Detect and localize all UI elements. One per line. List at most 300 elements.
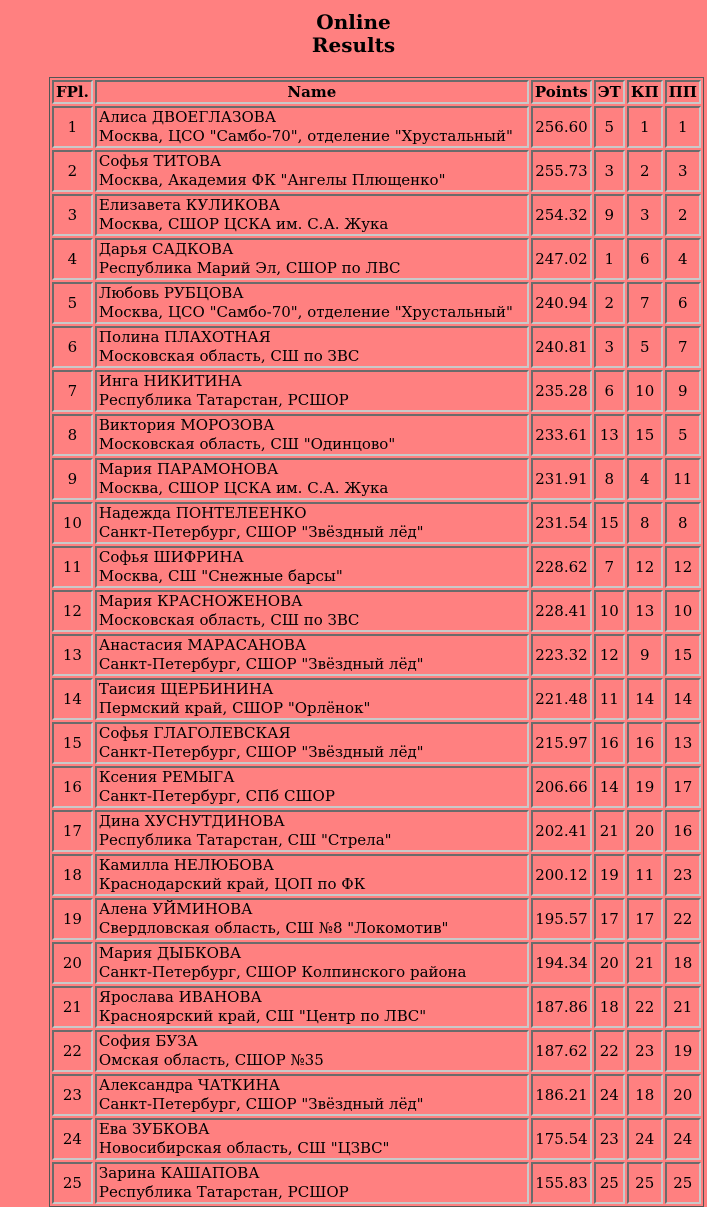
jumps-cell [665,238,701,280]
free-skating-cell [627,634,663,676]
jumps-place: 15 [673,645,693,664]
place-cell [52,414,93,456]
name-cell [95,106,529,148]
table-row [52,722,701,764]
athlete-name: Александра ЧАТКИНА [98,1076,280,1094]
place-cell [52,898,93,940]
athlete-club: Московская область, СШ "Одинцово" [98,435,396,453]
table-row [52,810,701,852]
short-program-cell [594,854,625,896]
place: 19 [62,909,82,928]
place-cell [52,678,93,720]
athlete-name: Камилла НЕЛЮБОВА [98,856,274,874]
free-skating-place: 11 [635,865,655,884]
jumps-place: 1 [678,117,688,136]
short-program-place: 9 [604,205,615,224]
free-skating-place: 24 [635,1129,655,1148]
free-skating-place: 15 [635,425,655,444]
short-program-place: 22 [599,1041,619,1060]
free-skating-place: 1 [639,117,650,136]
total-points: 233.61 [535,425,588,444]
points-cell [531,1162,592,1204]
free-skating-cell [627,282,663,324]
short-program-place: 11 [599,689,619,708]
name-cell [95,678,529,720]
free-skating-cell [627,854,663,896]
short-program-place: 10 [599,601,619,620]
free-skating-cell [627,414,663,456]
jumps-place: 23 [673,865,693,884]
free-skating-place: 19 [635,777,655,796]
short-program-cell [594,370,625,412]
athlete-club: Свердловская область, СШ №8 "Локомотив" [98,919,449,937]
table-row [52,150,701,192]
place: 6 [67,337,78,356]
points-cell [531,634,592,676]
col-header-name: Name [95,80,529,104]
total-points: 231.54 [535,513,588,532]
jumps-cell [665,766,701,808]
short-program-place: 8 [604,469,615,488]
table-row [52,106,701,148]
place: 8 [67,425,78,444]
table-row [52,898,701,940]
place-cell [52,766,93,808]
short-program-place: 24 [599,1085,619,1104]
total-points: 200.12 [535,865,588,884]
place-cell [52,1030,93,1072]
jumps-place: 7 [678,337,688,356]
col-header-jumps: ПП [665,80,701,104]
points-cell [531,986,592,1028]
athlete-name: Анастасия МАРАСАНОВА [98,636,307,654]
points-cell [531,370,592,412]
col-header-short-program: ЭТ [594,80,625,104]
short-program-place: 21 [599,821,619,840]
short-program-cell [594,502,625,544]
name-cell [95,502,529,544]
total-points: 255.73 [535,161,588,180]
athlete-name: Софья ТИТОВА [98,152,222,170]
free-skating-place: 8 [639,513,650,532]
place-cell [52,458,93,500]
free-skating-cell [627,678,663,720]
table-row [52,766,701,808]
total-points: 175.54 [535,1129,588,1148]
name-cell [95,942,529,984]
athlete-name: Мария ПАРАМОНОВА [98,460,279,478]
jumps-cell [665,898,701,940]
points-cell [531,1030,592,1072]
athlete-club: Омская область, СШОР №35 [98,1051,324,1069]
jumps-cell [665,282,701,324]
total-points: 228.41 [535,601,588,620]
place: 16 [62,777,82,796]
athlete-name: Мария КРАСНОЖЕНОВА [98,592,303,610]
total-points: 228.62 [535,557,588,576]
short-program-place: 18 [599,997,619,1016]
short-program-place: 13 [599,425,619,444]
points-cell [531,150,592,192]
athlete-club: Санкт-Петербург, СШОР "Звёздный лёд" [98,655,424,673]
jumps-place: 25 [673,1173,693,1192]
athlete-name: Софья ШИФРИНА [98,548,244,566]
points-cell [531,898,592,940]
points-cell [531,502,592,544]
points-cell [531,1118,592,1160]
name-cell [95,370,529,412]
place: 22 [62,1041,82,1060]
table-row [52,854,701,896]
short-program-place: 12 [599,645,619,664]
athlete-name: София БУЗА [98,1032,198,1050]
place: 1 [67,117,78,136]
place: 18 [62,865,82,884]
free-skating-place: 9 [639,645,650,664]
place: 7 [67,381,78,400]
place: 24 [62,1129,82,1148]
jumps-place: 19 [673,1041,693,1060]
place: 4 [67,249,78,268]
athlete-name: Таисия ЩЕРБИНИНА [98,680,274,698]
jumps-place: 5 [678,425,688,444]
athlete-club: Санкт-Петербург, СПб СШОР [98,787,335,805]
jumps-cell [665,1162,701,1204]
table-row [52,590,701,632]
short-program-place: 14 [599,777,619,796]
free-skating-cell [627,326,663,368]
jumps-place: 9 [678,381,688,400]
free-skating-cell [627,546,663,588]
name-cell [95,414,529,456]
free-skating-place: 23 [635,1041,655,1060]
short-program-place: 23 [599,1129,619,1148]
jumps-cell [665,546,701,588]
free-skating-cell [627,986,663,1028]
athlete-club: Санкт-Петербург, СШОР Колпинского района [98,963,467,981]
place-cell [52,502,93,544]
table-row [52,942,701,984]
short-program-cell [594,810,625,852]
jumps-cell [665,678,701,720]
total-points: 215.97 [535,733,588,752]
free-skating-place: 3 [639,205,650,224]
jumps-place: 6 [678,293,688,312]
free-skating-cell [627,590,663,632]
short-program-place: 5 [604,117,615,136]
place: 3 [67,205,78,224]
name-cell [95,810,529,852]
short-program-cell [594,546,625,588]
short-program-cell [594,458,625,500]
points-cell [531,766,592,808]
name-cell [95,1162,529,1204]
place-cell [52,238,93,280]
free-skating-cell [627,1118,663,1160]
jumps-cell [665,502,701,544]
free-skating-cell [627,810,663,852]
jumps-cell [665,106,701,148]
points-cell [531,942,592,984]
free-skating-cell [627,238,663,280]
points-cell [531,810,592,852]
free-skating-place: 16 [635,733,655,752]
table-row [52,678,701,720]
short-program-place: 16 [599,733,619,752]
jumps-place: 17 [673,777,693,796]
points-cell [531,106,592,148]
place-cell [52,1074,93,1116]
place-cell [52,326,93,368]
table-row [52,282,701,324]
points-cell [531,678,592,720]
place-cell [52,370,93,412]
points-cell [531,546,592,588]
athlete-club: Москва, СШОР ЦСКА им. С.А. Жука [98,215,389,233]
free-skating-place: 12 [635,557,655,576]
athlete-club: Красноярский край, СШ "Центр по ЛВС" [98,1007,427,1025]
jumps-cell [665,194,701,236]
jumps-cell [665,986,701,1028]
col-header-free-skating: КП [627,80,663,104]
free-skating-cell [627,194,663,236]
athlete-club: Московская область, СШ по ЗВС [98,347,360,365]
athlete-club: Москва, ЦСО "Самбо-70", отделение "Хрустальный" [98,303,513,321]
place-cell [52,546,93,588]
athlete-name: Алиса ДВОЕГЛАЗОВА [98,108,277,126]
place: 11 [62,557,82,576]
place-cell [52,590,93,632]
total-points: 240.81 [535,337,588,356]
athlete-name: Дина ХУСНУТДИНОВА [98,812,285,830]
athlete-club: Санкт-Петербург, СШОР "Звёздный лёд" [98,1095,424,1113]
points-cell [531,1074,592,1116]
free-skating-place: 20 [635,821,655,840]
table-row [52,414,701,456]
total-points: 231.91 [535,469,588,488]
total-points: 187.62 [535,1041,588,1060]
total-points: 223.32 [535,645,588,664]
total-points: 186.21 [535,1085,588,1104]
athlete-club: Республика Татарстан, РСШОР [98,391,349,409]
total-points: 206.66 [535,777,588,796]
name-cell [95,546,529,588]
free-skating-place: 10 [635,381,655,400]
place-cell [52,854,93,896]
place-cell [52,282,93,324]
free-skating-cell [627,1030,663,1072]
free-skating-place: 22 [635,997,655,1016]
free-skating-cell [627,898,663,940]
place: 12 [62,601,82,620]
name-cell [95,194,529,236]
athlete-club: Московская область, СШ по ЗВС [98,611,360,629]
place: 20 [62,953,82,972]
name-cell [95,722,529,764]
jumps-cell [665,634,701,676]
athlete-name: Любовь РУБЦОВА [98,284,244,302]
jumps-place: 11 [673,469,693,488]
short-program-cell [594,326,625,368]
jumps-place: 18 [673,953,693,972]
points-cell [531,590,592,632]
athlete-name: Дарья САДКОВА [98,240,234,258]
table-row [52,1118,701,1160]
athlete-club: Москва, СШОР ЦСКА им. С.А. Жука [98,479,389,497]
short-program-cell [594,898,625,940]
place-cell [52,722,93,764]
title-line-2: Results [311,33,396,57]
athlete-club: Санкт-Петербург, СШОР "Звёздный лёд" [98,523,424,541]
jumps-cell [665,1118,701,1160]
short-program-cell [594,1030,625,1072]
free-skating-cell [627,766,663,808]
table-row [52,1074,701,1116]
name-cell [95,326,529,368]
jumps-cell [665,326,701,368]
points-cell [531,326,592,368]
jumps-place: 24 [673,1129,693,1148]
name-cell [95,1118,529,1160]
table-row [52,194,701,236]
short-program-place: 2 [604,293,615,312]
table-row [52,238,701,280]
name-cell [95,766,529,808]
jumps-place: 16 [673,821,693,840]
place-cell [52,942,93,984]
place-cell [52,1118,93,1160]
header-row [52,80,701,104]
short-program-cell [594,1118,625,1160]
table-row [52,326,701,368]
place: 10 [62,513,82,532]
free-skating-cell [627,722,663,764]
athlete-name: Ярослава ИВАНОВА [98,988,262,1006]
short-program-place: 15 [599,513,619,532]
place: 15 [62,733,82,752]
jumps-cell [665,150,701,192]
place-cell [52,106,93,148]
free-skating-place: 6 [639,249,650,268]
total-points: 155.83 [535,1173,588,1192]
total-points: 202.41 [535,821,588,840]
title-line-1: Online [316,10,391,34]
name-cell [95,1030,529,1072]
free-skating-cell [627,458,663,500]
free-skating-place: 4 [639,469,650,488]
free-skating-cell [627,502,663,544]
total-points: 235.28 [535,381,588,400]
table-row [52,634,701,676]
place-cell [52,150,93,192]
athlete-club: Москва, Академия ФК "Ангелы Плющенко" [98,171,446,189]
free-skating-cell [627,942,663,984]
place-cell [52,194,93,236]
jumps-place: 8 [678,513,688,532]
jumps-place: 3 [678,161,688,180]
free-skating-cell [627,1074,663,1116]
name-cell [95,634,529,676]
free-skating-place: 25 [635,1173,655,1192]
athlete-name: Инга НИКИТИНА [98,372,242,390]
jumps-cell [665,590,701,632]
short-program-place: 19 [599,865,619,884]
short-program-cell [594,942,625,984]
jumps-cell [665,414,701,456]
short-program-cell [594,634,625,676]
jumps-cell [665,1030,701,1072]
name-cell [95,1074,529,1116]
place-cell [52,810,93,852]
jumps-cell [665,458,701,500]
free-skating-cell [627,106,663,148]
place: 9 [67,469,78,488]
jumps-cell [665,810,701,852]
name-cell [95,282,529,324]
athlete-name: Алена УЙМИНОВА [98,900,253,918]
free-skating-place: 2 [639,161,650,180]
jumps-place: 10 [673,601,693,620]
free-skating-place: 14 [635,689,655,708]
short-program-cell [594,194,625,236]
short-program-place: 20 [599,953,619,972]
total-points: 240.94 [535,293,588,312]
athlete-name: Елизавета КУЛИКОВА [98,196,281,214]
table-row [52,370,701,412]
total-points: 187.86 [535,997,588,1016]
short-program-cell [594,590,625,632]
table-row [52,986,701,1028]
table-row [52,1030,701,1072]
place: 21 [62,997,82,1016]
place: 14 [62,689,82,708]
jumps-cell [665,942,701,984]
athlete-club: Пермский край, СШОР "Орлёнок" [98,699,371,717]
short-program-cell [594,766,625,808]
short-program-place: 17 [599,909,619,928]
points-cell [531,194,592,236]
name-cell [95,854,529,896]
athlete-club: Краснодарский край, ЦОП по ФК [98,875,366,893]
name-cell [95,898,529,940]
free-skating-place: 21 [635,953,655,972]
table-row [52,502,701,544]
table-row [52,546,701,588]
short-program-cell [594,1074,625,1116]
total-points: 221.48 [535,689,588,708]
short-program-cell [594,106,625,148]
total-points: 256.60 [535,117,588,136]
free-skating-cell [627,150,663,192]
total-points: 195.57 [535,909,588,928]
jumps-place: 13 [673,733,693,752]
free-skating-cell [627,1162,663,1204]
results-table [49,77,704,1207]
jumps-place: 4 [678,249,688,268]
place-cell [52,1162,93,1204]
col-header-place: FPl. [52,80,93,104]
name-cell [95,986,529,1028]
total-points: 194.34 [535,953,588,972]
place-cell [52,986,93,1028]
name-cell [95,458,529,500]
free-skating-place: 18 [635,1085,655,1104]
short-program-place: 25 [599,1173,619,1192]
short-program-place: 6 [604,381,615,400]
athlete-club: Республика Татарстан, РСШОР [98,1183,349,1201]
place: 17 [62,821,82,840]
name-cell [95,150,529,192]
